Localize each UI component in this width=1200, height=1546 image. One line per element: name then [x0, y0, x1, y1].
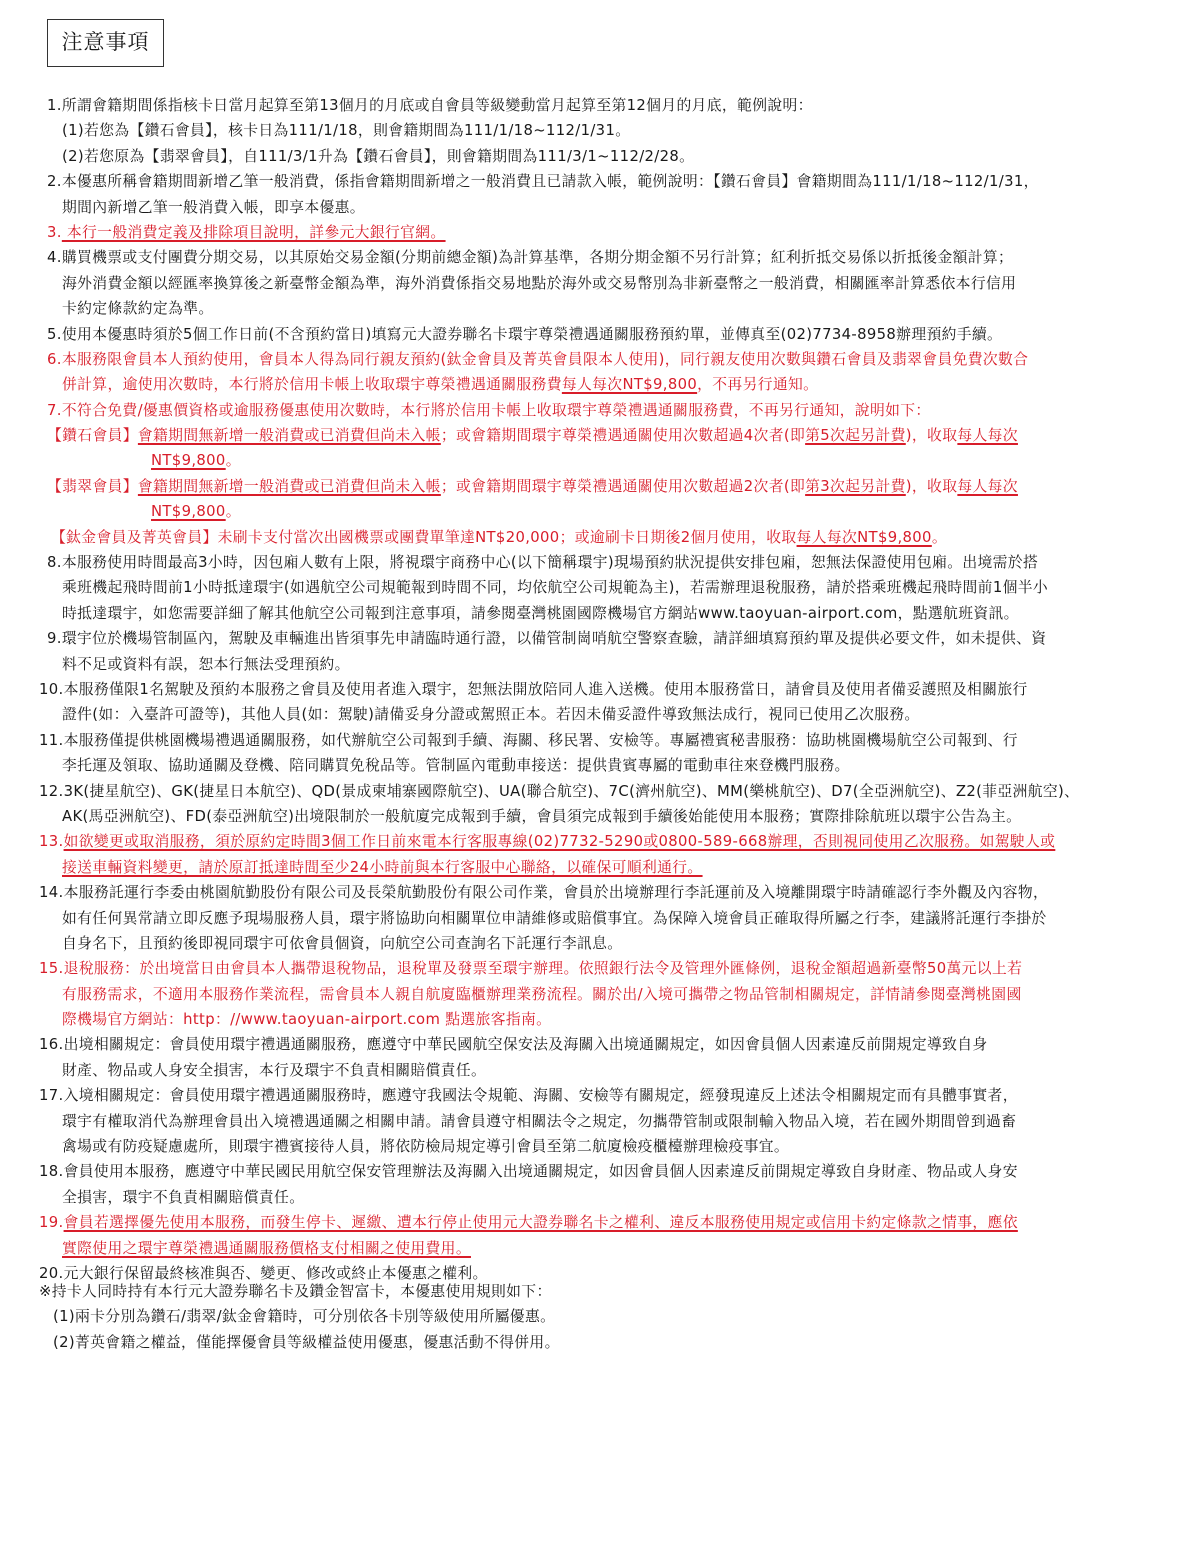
term-7-line-1: 7.不符合免費/優惠價資格或逾服務優惠使用次數時，本行將於信用卡帳上收取環宇尊榮禮遇通關服務費，不再另行通知，說明如下：	[47, 401, 931, 419]
term-17-line-2: 環宇有權取消代為辦理會員出入境禮遇通關之相關申請。請會員遵守相關法令之規定，勿攜帶管制或限制輸入物品入境，若在國外期間曾到過畜	[62, 1112, 1017, 1130]
page-title: 注意事項	[47, 19, 164, 67]
notes-line-1: (1)兩卡分別為鑽石/翡翠/鈦金會籍時，可分別依各卡別等級使用所屬優惠。	[53, 1308, 556, 1326]
notes-heading: ※持卡人同時持有本行元大證券聯名卡及鑽金智富卡，本優惠使用規則如下：	[39, 1283, 552, 1300]
term-18-line-2: 全損害，環宇不負責相關賠償責任。	[62, 1188, 305, 1206]
notes-line-2: (2)菁英會籍之權益，僅能擇優會員等級權益使用優惠，優惠活動不得併用。	[53, 1333, 560, 1351]
titanium-elite-member-line: 【鈦金會員及菁英會員】未刷卡支付當次出國機票或團費單筆達NT$20,000；或逾刷卡日期後2個月使用，收取每人每次NT$9,800。	[51, 528, 947, 546]
term-4-line-3: 卡約定條款約定為準。	[62, 300, 214, 318]
term-13-line-1: 13.如欲變更或取消服務，須於原約定時間3個工作日前來電本行客服專線(02)7732-5290或0800-589-668辦理，否則視同使用乙次服務。如駕駛人或	[39, 833, 1056, 851]
term-19-line-2: 實際使用之環宇尊榮禮遇通關服務價格支付相關之使用費用。	[62, 1239, 471, 1257]
term-18-line-1: 18.會員使用本服務，應遵守中華民國民用航空保安管理辦法及海關入出境通關規定，如因會員個人因素違反前開規定導致自身財產、物品或人身安	[39, 1163, 1018, 1181]
term-15-line-1: 15.退稅服務：於出境當日由會員本人攜帶退稅物品，退稅單及發票至環宇辦理。依照銀行法令及管理外匯條例，退稅金額超過新臺幣50萬元以上若	[39, 960, 1023, 978]
term-11-line-2: 李托運及領取、協助通關及登機、陪同購買免稅品等。管制區內電動車接送：提供貴賓專屬的電動車往來登機門服務。	[62, 757, 850, 775]
diamond-member-line-1: 【鑽石會員】會籍期間無新增一般消費或已消費但尚未入帳；或會籍期間環宇尊榮禮遇通關使用次數超過4次者(即第5次起另計費)，收取每人每次	[47, 427, 1018, 445]
term-16-line-1: 16.出境相關規定：會員使用環宇禮遇通關服務，應遵守中華民國航空保安法及海關入出境通關規定，如因會員個人因素違反前開規定導致自身	[39, 1036, 988, 1054]
term-13-line-2: 接送車輛資料變更，請於原訂抵達時間至少24小時前與本行客服中心聯絡，以確保可順利通行。	[62, 858, 703, 876]
emerald-member-line-1: 【翡翠會員】會籍期間無新增一般消費或已消費但尚未入帳；或會籍期間環宇尊榮禮遇通關使用次數超過2次者(即第3次起另計費)，收取每人每次	[47, 477, 1018, 495]
term-17-line-1: 17.入境相關規定：會員使用環宇禮遇通關服務時，應遵守我國法令規範、海關、安檢等有關規定，經發現違反上述法令相關規定而有具體事實者，	[39, 1087, 1018, 1105]
term-8-line-3: 時抵達環宇，如您需要詳細了解其他航空公司報到注意事項，請參閱臺灣桃園國際機場官方網站www.taoyuan-airport.com，點選航班資訊。	[62, 604, 1019, 622]
term-3-line-1: 3. 本行一般消費定義及排除項目說明，詳參元大銀行官網。	[47, 223, 446, 241]
term-12-line-1: 12.3K(捷星航空)、GK(捷星日本航空)、QD(景成柬埔寨國際航空)、UA(聯合航空)、7C(濟州航空)、MM(樂桃航空)、D7(全亞洲航空)、Z2(菲亞洲航空)、	[39, 782, 1080, 800]
term-16-line-2: 財產、物品或人身安全損害，本行及環宇不負責相關賠償責任。	[62, 1061, 487, 1079]
term-9-line-1: 9.環宇位於機場管制區內，駕駛及車輛進出皆須事先申請臨時通行證，以備管制崗哨航空警察查驗，請詳細填寫預約單及提供必要文件，如未提供、資	[47, 630, 1047, 648]
term-4-line-2: 海外消費金額以經匯率換算後之新臺幣金額為準，海外消費係指交易地點於海外或交易幣別為非新臺幣之一般消費，相關匯率計算悉依本行信用	[62, 274, 1017, 292]
terms-list	[0, 93, 1200, 1286]
term-6-line-2: 併計算，逾使用次數時，本行將於信用卡帳上收取環宇尊榮禮遇通關服務費每人每次NT$9,800，不再另行通知。	[62, 376, 819, 394]
term-10-line-2: 證件(如：入臺許可證等)，其他人員(如：駕駛)請備妥身分證或駕照正本。若因未備妥證件導致無法成行，視同已使用乙次服務。	[62, 706, 920, 724]
term-8-line-1: 8.本服務使用時間最高3小時，因包廂人數有上限，將視環宇商務中心(以下簡稱環宇)現場預約狀況提供安排包廂，恕無法保證使用包廂。出境需於搭	[47, 554, 1039, 572]
term-9-line-2: 料不足或資料有誤，恕本行無法受理預約。	[62, 655, 350, 673]
term-1-line-3: (2)若您原為【翡翠會員】，自111/3/1升為【鑽石會員】，則會籍期間為111/3/1~112/2/28。	[62, 147, 695, 165]
term-17-line-3: 禽場或有防疫疑慮處所，則環宇禮賓接待人員，將依防檢局規定導引會員至第二航廈檢疫櫃檯辦理檢疫事宜。	[62, 1138, 790, 1156]
term-10-line-1: 10.本服務僅限1名駕駛及預約本服務之會員及使用者進入環宇，恕無法開放陪同人進入送機。使用本服務當日，請會員及使用者備妥護照及相關旅行	[39, 680, 1028, 698]
term-1-line-2: (1)若您為【鑽石會員】，核卡日為111/1/18，則會籍期間為111/1/18~112/1/31。	[62, 122, 631, 140]
term-14-line-1: 14.本服務託運行李委由桃園航勤股份有限公司及長榮航勤股份有限公司作業，會員於出境辦理行李託運前及入境離開環宇時請確認行李外觀及內容物，	[39, 884, 1049, 902]
term-15-line-3: 際機場官方網站：http：//www.taoyuan-airport.com 點選旅客指南。	[62, 1011, 552, 1029]
term-14-line-2: 如有任何異常請立即反應予現場服務人員，環宇將協助向相關單位申請維修或賠償事宜。為保障入境會員正確取得所屬之行李，建議將託運行李掛於	[62, 909, 1047, 927]
term-15-line-2: 有服務需求，不適用本服務作業流程，需會員本人親自航廈臨櫃辦理業務流程。關於出/入境可攜帶之物品管制相關規定，詳情請參閱臺灣桃園國	[62, 985, 1022, 1003]
term-12-line-2: AK(馬亞洲航空)、FD(泰亞洲航空)出境限制於一般航廈完成報到手續，會員須完成報到手續後始能使用本服務；實際排除航班以環宇公告為主。	[62, 807, 1022, 825]
term-2-line-2: 期間內新增乙筆一般消費入帳，即享本優惠。	[62, 198, 365, 216]
term-4-line-1: 4.購買機票或支付團費分期交易，以其原始交易金額(分期前總金額)為計算基準，各期分期金額不另行計算；紅利折抵交易係以折抵後金額計算；	[47, 249, 1014, 267]
emerald-member-line-2: NT$9,800。	[151, 503, 241, 521]
term-5-line-1: 5.使用本優惠時須於5個工作日前(不含預約當日)填寫元大證券聯名卡環宇尊榮禮遇通關服務預約單，並傳真至(02)7734-8958辦理預約手續。	[47, 325, 1003, 343]
term-11-line-1: 11.本服務僅提供桃園機場禮遇通關服務，如代辦航空公司報到手續、海關、移民署、安檢等。專屬禮賓秘書服務：協助桃園機場航空公司報到、行	[39, 731, 1018, 749]
term-2-line-1: 2.本優惠所稱會籍期間新增乙筆一般消費，係指會籍期間新增之一般消費且已請款入帳，範例說明：【鑽石會員】會籍期間為111/1/18~112/1/31，	[47, 173, 1039, 191]
term-6-line-1: 6.本服務限會員本人預約使用，會員本人得為同行親友預約(鈦金會員及菁英會員限本人使用)，同行親友使用次數與鑽石會員及翡翠會員免費次數合	[47, 350, 1029, 368]
term-20-line-1: 20.元大銀行保留最終核准與否、變更、修改或終止本優惠之權利。	[39, 1264, 488, 1282]
term-19-line-1: 19.會員若選擇優先使用本服務，而發生停卡、遲繳、遭本行停止使用元大證券聯名卡之權利、違反本服務使用規定或信用卡約定條款之情事，應依	[39, 1214, 1018, 1232]
cardholder-notes	[0, 1279, 1200, 1355]
diamond-member-line-2: NT$9,800。	[151, 452, 241, 470]
term-1-line-1: 1.所謂會籍期間係指核卡日當月起算至第13個月的月底或自會員等級變動當月起算至第12個月的月底，範例說明：	[47, 97, 813, 114]
term-8-line-2: 乘班機起飛時間前1小時抵達環宇(如遇航空公司規範報到時間不同，均依航空公司規範為主)，若需辦理退稅服務，請於搭乘班機起飛時間前1個半小	[62, 579, 1049, 597]
term-14-line-3: 自身名下，且預約後即視同環宇可依會員個資，向航空公司查詢名下託運行李訊息。	[62, 934, 623, 952]
